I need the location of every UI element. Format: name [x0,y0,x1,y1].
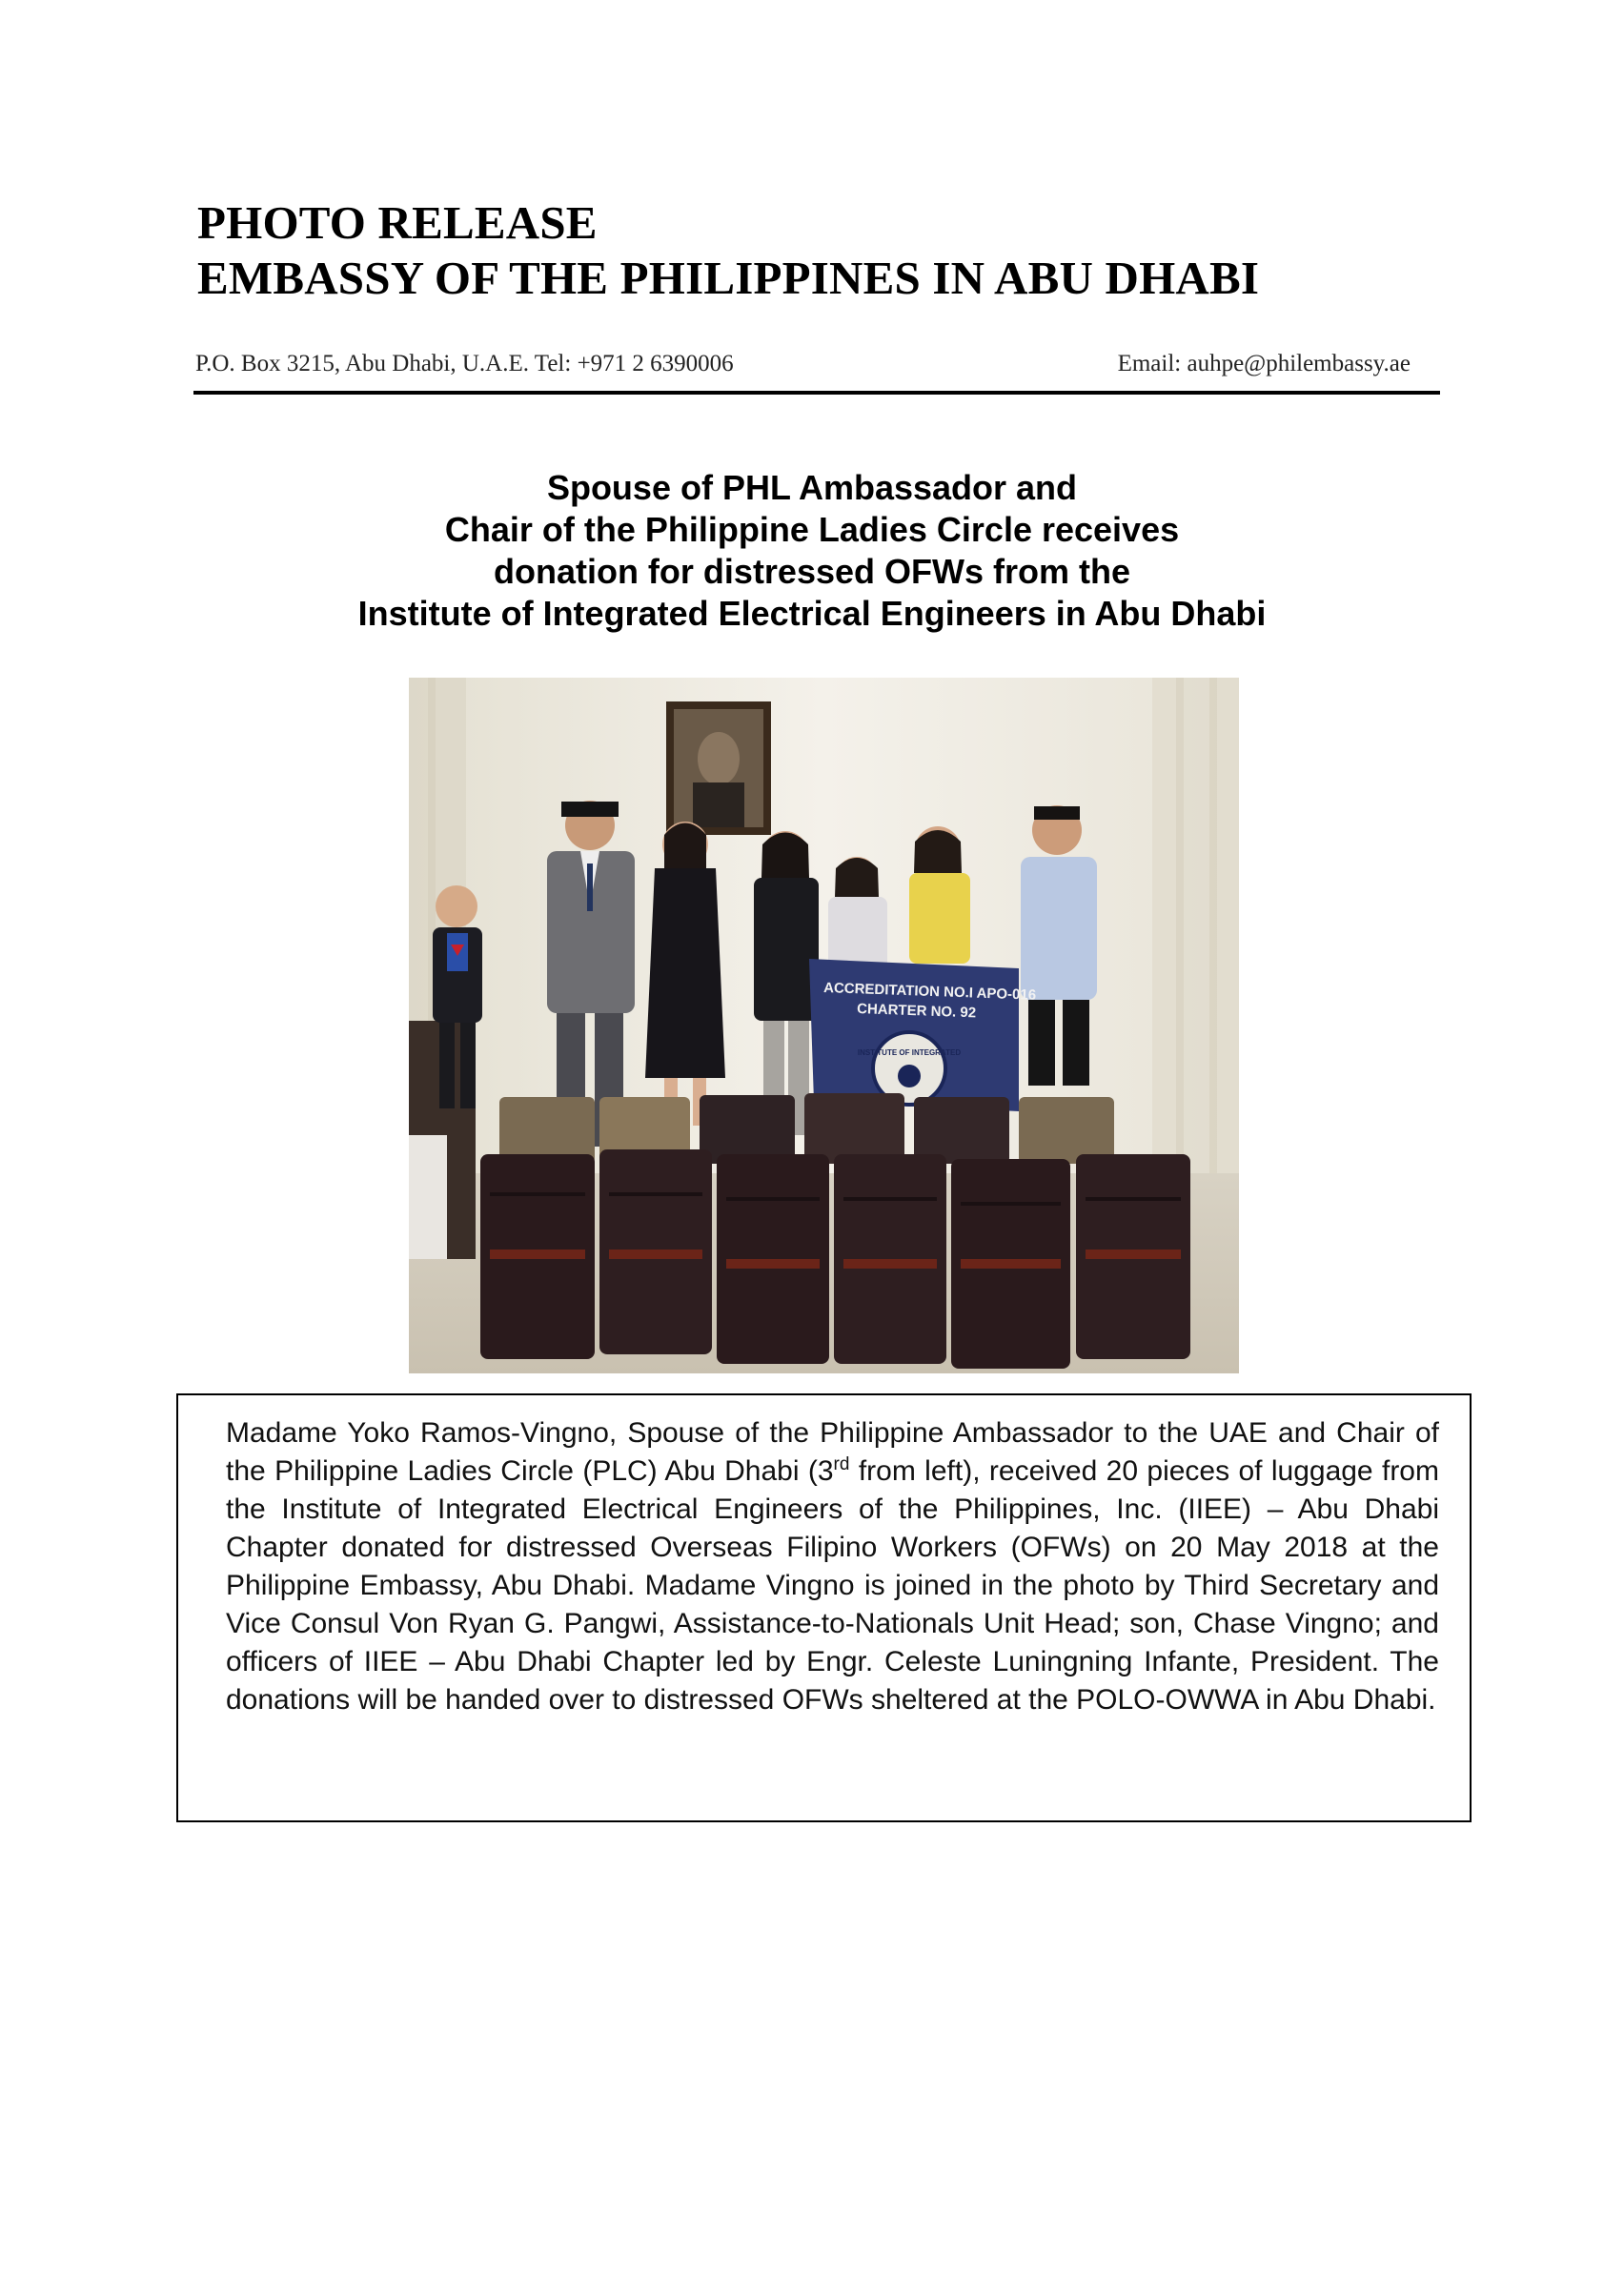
title-line-3: donation for distressed OFWs from the [493,552,1131,591]
banner-text-2: CHARTER NO. 92 [856,1001,977,1022]
contact-row [195,351,1439,377]
title-line-1: Spouse of PHL Ambassador and [546,468,1078,507]
suitcase-5 [951,1159,1070,1369]
caption-superscript: rd [833,1454,850,1474]
caption-part-2: from left), received 20 pieces of luggage from the Institute of Integrated Electrical Engineers of the Philippines, Inc. (IIEE) – Abu Dhabi Chapter donated for distressed Overseas Filipino Workers (OFWs) on 20 May 2018 at the Philippine Embassy, Abu Dhabi. Madame Vingno is joined in the photo by Third Secretary and Vice Consul Von Ryan G. Pangwi, Assistance-to-Nationals Unit Head; son, Chase Vingno; and officers of IIEE – Abu Dhabi Chapter led by Engr. Celeste Luningning Infante, President. The donations will be handed over to distressed OFWs sheltered at the POLO-OWWA in Abu Dhabi. [226,1455,1439,1716]
luggage-front-row [480,1149,1190,1369]
contact-address: P.O. Box 3215, Abu Dhabi, U.A.E. Tel: +971 2 6390006 [195,351,734,376]
title-line-2: Chair of the Philippine Ladies Circle receives [444,510,1180,549]
contact-email: Email: auhpe@philembassy.ae [1117,351,1411,376]
title-line-4: Institute of Integrated Electrical Engineers in Abu Dhabi [357,594,1267,633]
banner-text-1: ACCREDITATION NO.I APO-016 [822,980,1037,1004]
header-photo-release: PHOTO RELEASE [197,196,598,249]
suitcase-2 [599,1149,712,1354]
header-divider [193,391,1440,395]
suitcase-4 [834,1154,946,1364]
caption-part-1: Madame Yoko Ramos-Vingno, Spouse of the Philippine Ambassador to the UAE and Chair of the Philippine Ladies Circle (PLC) Abu Dhabi (3 [226,1417,1439,1487]
release-header [197,195,1436,306]
donation-photo [409,678,1239,1373]
header-embassy-name: EMBASSY OF THE PHILIPPINES IN ABU DHABI [197,252,1260,304]
caption-box [176,1393,1472,1822]
luggage-back-row [499,1093,1114,1164]
photo-illustration [409,678,1239,1373]
photo-caption [226,1414,1439,1719]
iiee-banner [809,959,1036,1111]
banner-seal-text: INSTITUTE OF INTEGRATED [857,1048,962,1057]
suitcase-6 [1076,1154,1190,1359]
suitcase-1 [480,1154,595,1359]
wall-portrait [666,701,771,835]
suitcase-3 [717,1154,829,1364]
article-title [0,467,1624,635]
